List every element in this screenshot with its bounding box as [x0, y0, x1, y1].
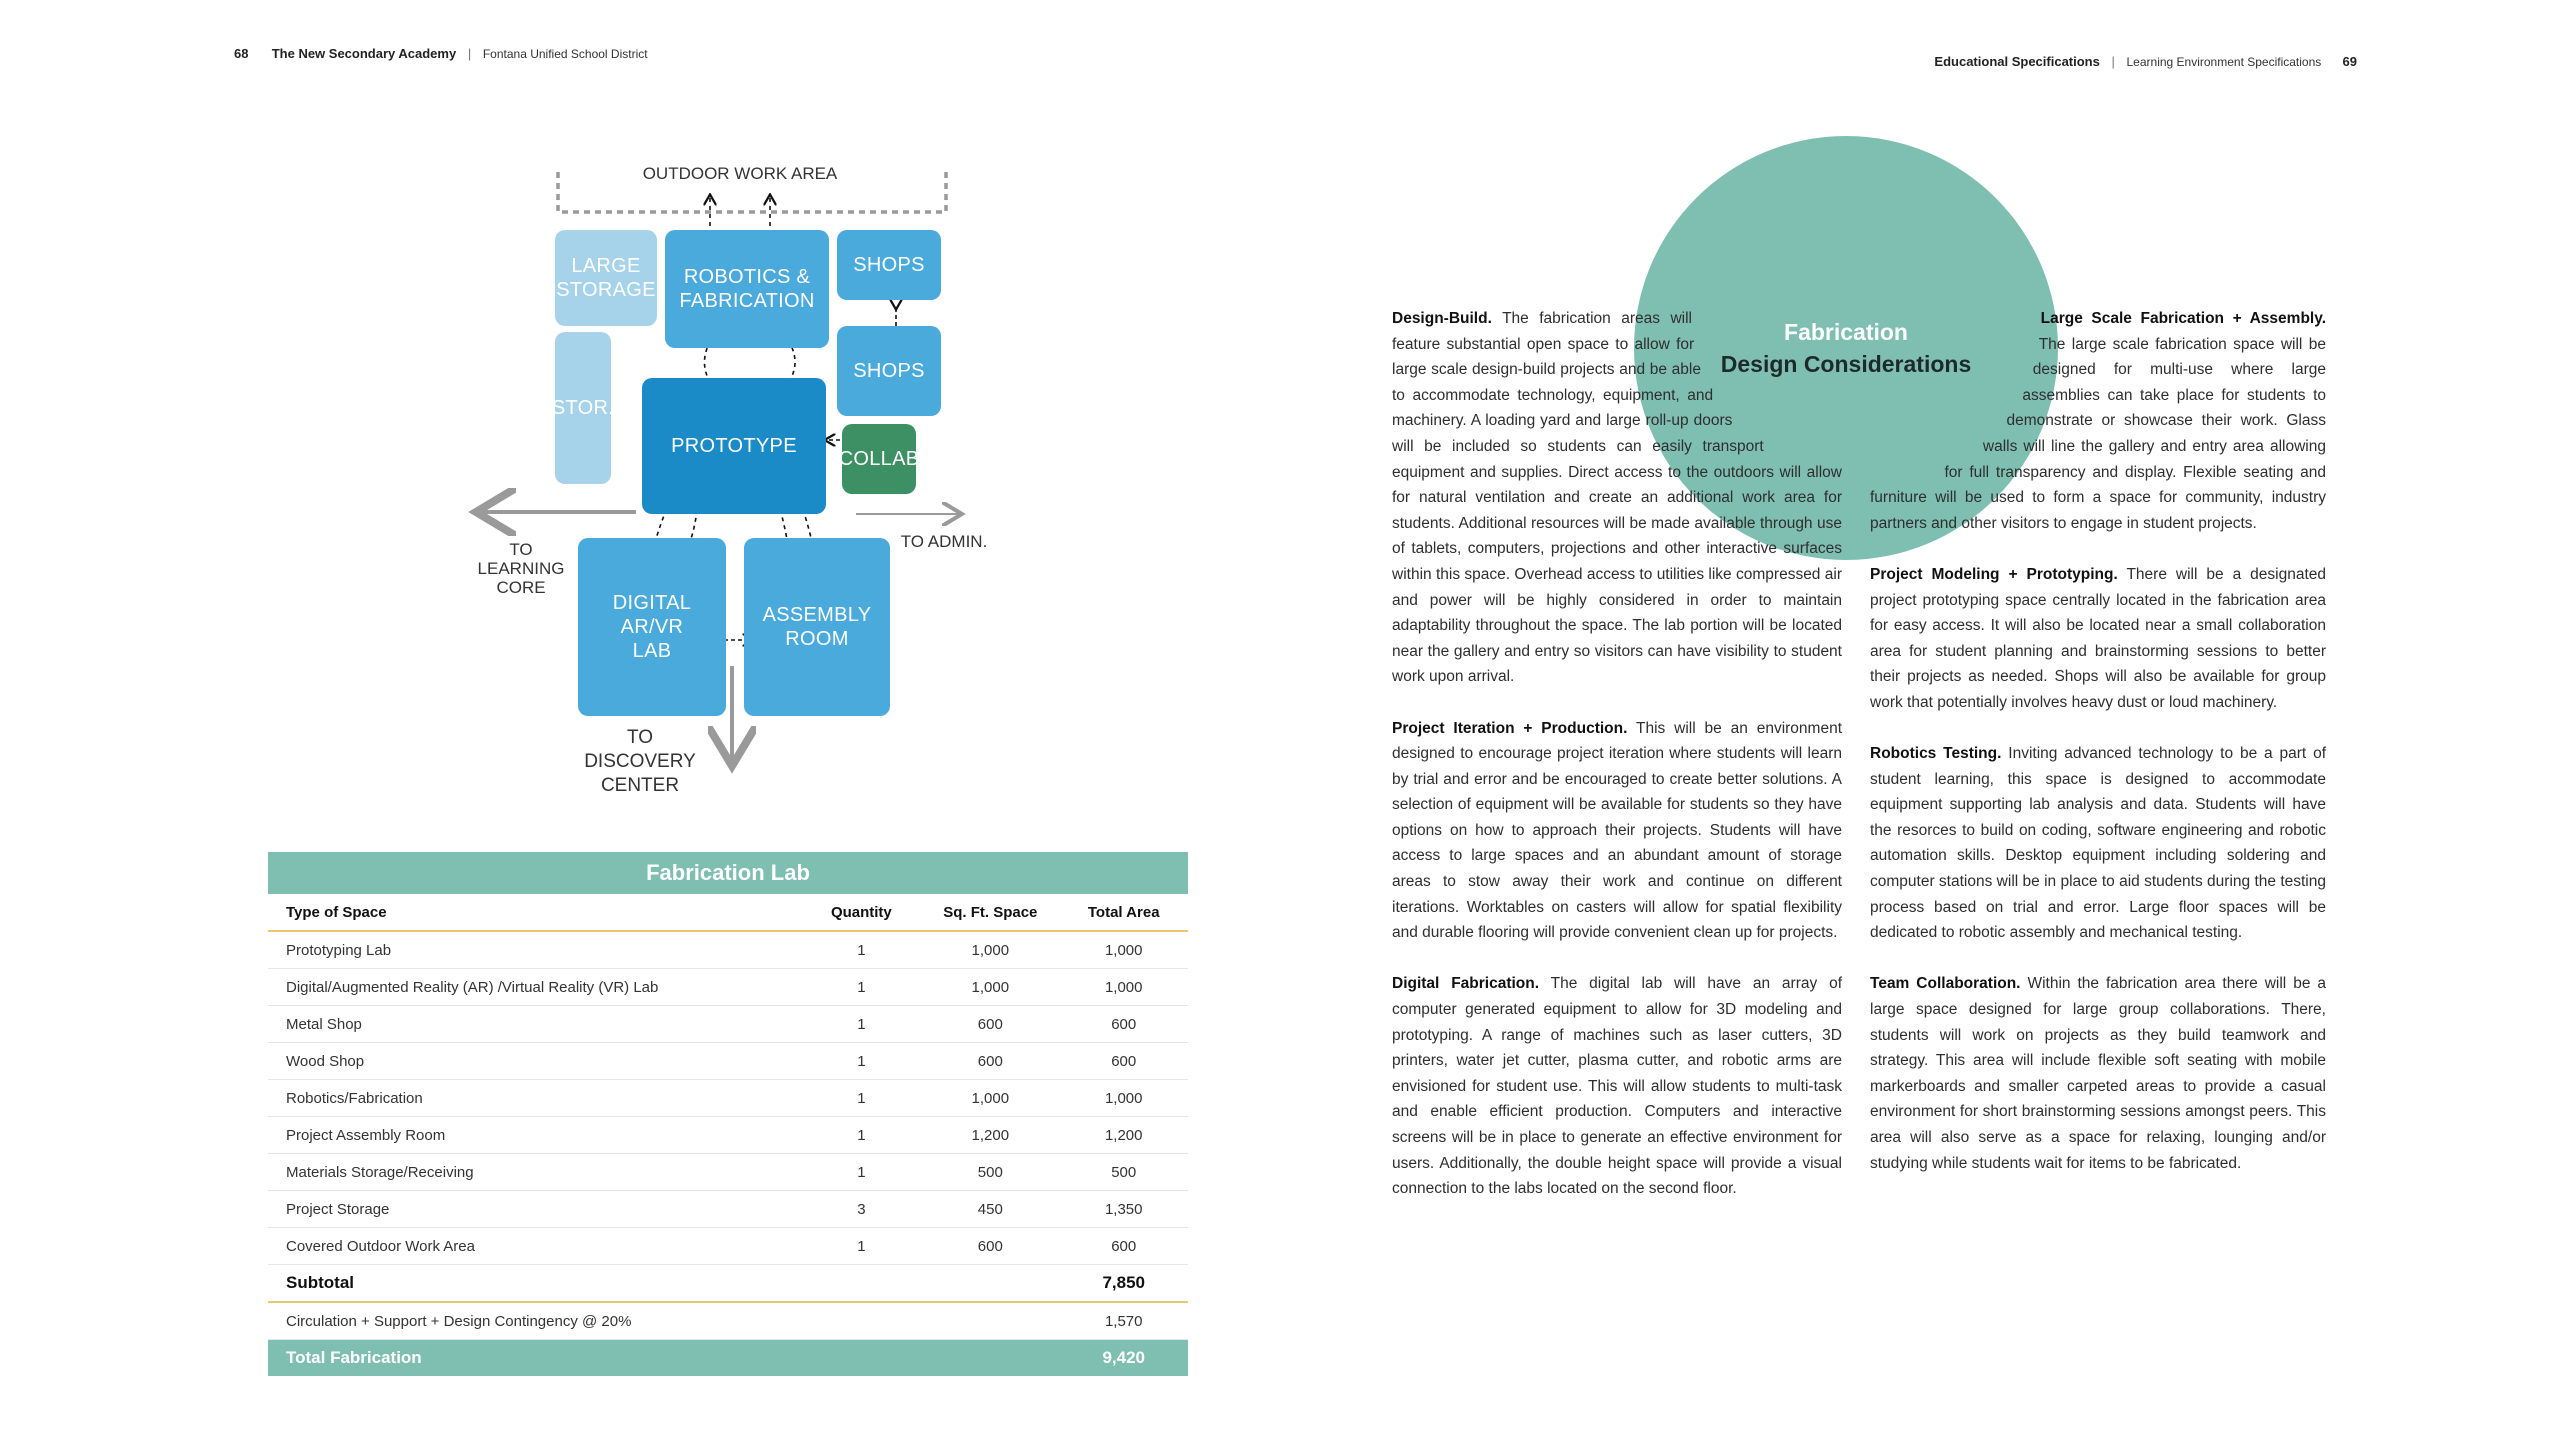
cell-sqft: 1,200 [921, 1117, 1059, 1154]
paragraph-title: Team Collaboration. [1870, 975, 2021, 993]
paragraph-body: Inviting advanced technology to be a part of student learning, this space is designed to accommodate equipment supporting lab analysis and data. Students will have the resorces to build on coding, software engineering and robotic automation skills. Desktop equipment including soldering and computer stations will be in place to aid students during the testing process based on trial and error. Large floor spaces will be dedicated to robotic assembly and mechanical testing. [1870, 745, 2326, 942]
adjacency-diagram [460, 150, 1020, 796]
room-large-storage: LARGE STORAGE [555, 230, 657, 326]
cell-quantity: 1 [802, 1006, 922, 1043]
paragraph-body: The fabrication areas will feature substantial open space to allow for large scale design-build projects and be able to accommodate technology, equipment, and machinery. A loading yard and large roll-up doors will be included so students can easily transport equipment and supplies. Direct access to the outdoors will allow for natural ventilation and create an additional work area for students. Additional resources will be made available through use of tablets, computers, projections and other interactive surfaces within this space. Overhead access to utilities like compressed air and power will be highly considered in order to maintain adaptability throughout the space. The lab portion will be located near the gallery and entry so visitors can have visibility to student work upon arrival. [1392, 310, 1842, 686]
page-number-left: 68 [234, 46, 249, 61]
cell-quantity: 1 [802, 931, 922, 969]
table-row [268, 1006, 1188, 1043]
circulation-value: 1,570 [1059, 1302, 1188, 1340]
cell-total: 1,000 [1059, 969, 1188, 1006]
paragraph-body: The digital lab will have an array of computer generated equipment to allow for 3D modeling and prototyping. A range of machines such as laser cutters, 3D printers, water jet cutter, plasma cutter, and robotic arms are envisioned for student use. This will allow students to multi-task and enable efficient production. Computers and interactive screens will be in place to generate an effective environment for users. Additionally, the double height space will provide a visual connection to the labs located on the second floor. [1392, 975, 1843, 1198]
cell-type: Digital/Augmented Reality (AR) /Virtual Reality (VR) Lab [268, 969, 802, 1006]
total-row [268, 1340, 1188, 1377]
paragraph-title: Large Scale Fabrication + Assembly. [2040, 310, 2326, 327]
paragraph [1392, 716, 1842, 946]
cell-total: 1,000 [1059, 1080, 1188, 1117]
separator: | [467, 46, 472, 61]
paragraph-body: This will be an environment designed to encourage project iteration where students will learn by trial and error and be encouraged to create better solutions. A selection of equipment will be available for students so they have options on how to approach their projects. Students will have access to large spaces and an abundant amount of storage areas to stow away their work and continue on different iterations. Worktables on casters will allow for spatial flexibility and durable flooring will provide convenient clean up for projects. [1392, 719, 1842, 942]
header-right [1934, 54, 2357, 69]
header-left [234, 46, 648, 61]
paragraph-body: There will be a designated project prototyping space centrally located in the fabrication area for easy access. It will also be located near a small collaboration area for student planning and brainstorming sessions to better their projects as needed. Shops will also be available for group work that potentially involves heavy dust or loud machinery. [1870, 565, 2326, 711]
separator: | [2111, 54, 2115, 69]
room-prototype: PROTOTYPE [642, 378, 826, 514]
district-name: Fontana Unified School District [482, 47, 648, 61]
header-total: Total Area [1059, 894, 1188, 931]
cell-type: Robotics/Fabrication [268, 1080, 802, 1117]
table-title: Fabrication Lab [268, 852, 1188, 894]
cell-type: Prototyping Lab [268, 931, 802, 969]
paragraph-title: Project Modeling + Prototyping. [1870, 565, 2118, 583]
label-outdoor-work-area: OUTDOOR WORK AREA [642, 164, 838, 183]
total-label: Total Fabrication [268, 1340, 802, 1377]
table-row [268, 1154, 1188, 1191]
room-shops-1: SHOPS [837, 230, 941, 300]
circle-subtitle: Design Considerations [1720, 351, 1972, 377]
paragraph [1870, 741, 2326, 946]
cell-sqft: 1,000 [921, 969, 1059, 1006]
table-row [268, 1117, 1188, 1154]
table-header-row [268, 894, 1188, 931]
cell-total: 600 [1059, 1228, 1188, 1265]
label-to-learning-core: TO LEARNING CORE [477, 540, 565, 597]
room-shops-2: SHOPS [837, 326, 941, 416]
subsection-title: Learning Environment Specifications [2126, 55, 2322, 69]
room-storage: STOR. [555, 332, 611, 484]
cell-type: Project Storage [268, 1191, 802, 1228]
document-title: The New Secondary Academy [271, 46, 457, 61]
room-digital-lab: DIGITAL AR/VR LAB [578, 538, 726, 716]
cell-sqft: 500 [921, 1154, 1059, 1191]
fabrication-lab-table [268, 852, 1188, 1376]
space-table [268, 894, 1188, 1376]
section-title: Educational Specifications [1934, 54, 2100, 69]
paragraph-title: Digital Fabrication. [1392, 975, 1540, 993]
table-row [268, 1228, 1188, 1265]
cell-total: 500 [1059, 1154, 1188, 1191]
cell-total: 1,350 [1059, 1191, 1188, 1228]
cell-sqft: 1,000 [921, 1080, 1059, 1117]
paragraph-title: Robotics Testing. [1870, 745, 2002, 763]
paragraph [1392, 971, 1842, 1201]
cell-type: Materials Storage/Receiving [268, 1154, 802, 1191]
table-row [268, 931, 1188, 969]
cell-quantity: 3 [802, 1191, 922, 1228]
paragraph [1870, 562, 2326, 716]
circulation-row [268, 1302, 1188, 1340]
cell-quantity: 1 [802, 1154, 922, 1191]
cell-quantity: 1 [802, 1080, 922, 1117]
table-row [268, 1080, 1188, 1117]
cell-quantity: 1 [802, 1228, 922, 1265]
paragraph-title: Design-Build. [1392, 310, 1492, 327]
subtotal-value: 7,850 [1059, 1265, 1188, 1303]
total-value: 9,420 [1059, 1340, 1188, 1377]
cell-total: 1,200 [1059, 1117, 1188, 1154]
circle-title: Fabrication [1784, 319, 1908, 345]
paragraph-title: Project Iteration + Production. [1392, 719, 1628, 737]
room-assembly: ASSEMBLY ROOM [744, 538, 890, 716]
text-column-left [1392, 306, 1842, 1227]
header-type: Type of Space [268, 894, 802, 931]
cell-sqft: 1,000 [921, 931, 1059, 969]
cell-sqft: 600 [921, 1006, 1059, 1043]
label-to-admin: TO ADMIN. [900, 532, 988, 551]
cell-type: Covered Outdoor Work Area [268, 1228, 802, 1265]
cell-type: Metal Shop [268, 1006, 802, 1043]
header-quantity: Quantity [802, 894, 922, 931]
room-robotics-fabrication: ROBOTICS & FABRICATION [665, 230, 829, 348]
subtotal-row [268, 1265, 1188, 1303]
paragraph-body: Within the fabrication area there will be a large space designed for large group collaborations. There, students will work on projects as they build teamwork and strategy. This area will include flexible soft seating with mobile markerboards and smaller carpeted areas to provide a casual environment for short brainstorming sessions amongst peers. This area will also serve as a space for relaxing, lounging and/or studying while students wait for items to be fabricated. [1870, 975, 2327, 1172]
cell-sqft: 600 [921, 1043, 1059, 1080]
subtotal-label: Subtotal [268, 1265, 802, 1303]
cell-sqft: 450 [921, 1191, 1059, 1228]
paragraph [1870, 971, 2326, 1176]
table-row [268, 969, 1188, 1006]
circulation-label: Circulation + Support + Design Contingency @ 20% [268, 1302, 802, 1340]
label-to-discovery-center: TO DISCOVERY CENTER [584, 727, 696, 796]
cell-sqft: 600 [921, 1228, 1059, 1265]
table-row [268, 1191, 1188, 1228]
cell-quantity: 1 [802, 969, 922, 1006]
cell-total: 600 [1059, 1006, 1188, 1043]
cell-type: Project Assembly Room [268, 1117, 802, 1154]
cell-total: 1,000 [1059, 931, 1188, 969]
page-number-right: 69 [2342, 54, 2357, 69]
room-collab: COLLAB [842, 424, 916, 494]
cell-type: Wood Shop [268, 1043, 802, 1080]
cell-total: 600 [1059, 1043, 1188, 1080]
cell-quantity: 1 [802, 1117, 922, 1154]
paragraph-body: The large scale fabrication space will be designed for multi-use where large assemblies can take place for students to demonstrate or showcase their work. Glass walls will line the gallery and entry area allowing for full transparency and display. Flexible seating and furniture will be used to form a space for community, industry partners and other visitors to engage in student projects. [1870, 335, 2326, 532]
table-row [268, 1043, 1188, 1080]
header-sqft: Sq. Ft. Space [921, 894, 1059, 931]
cell-quantity: 1 [802, 1043, 922, 1080]
text-column-right [1870, 306, 2326, 1202]
